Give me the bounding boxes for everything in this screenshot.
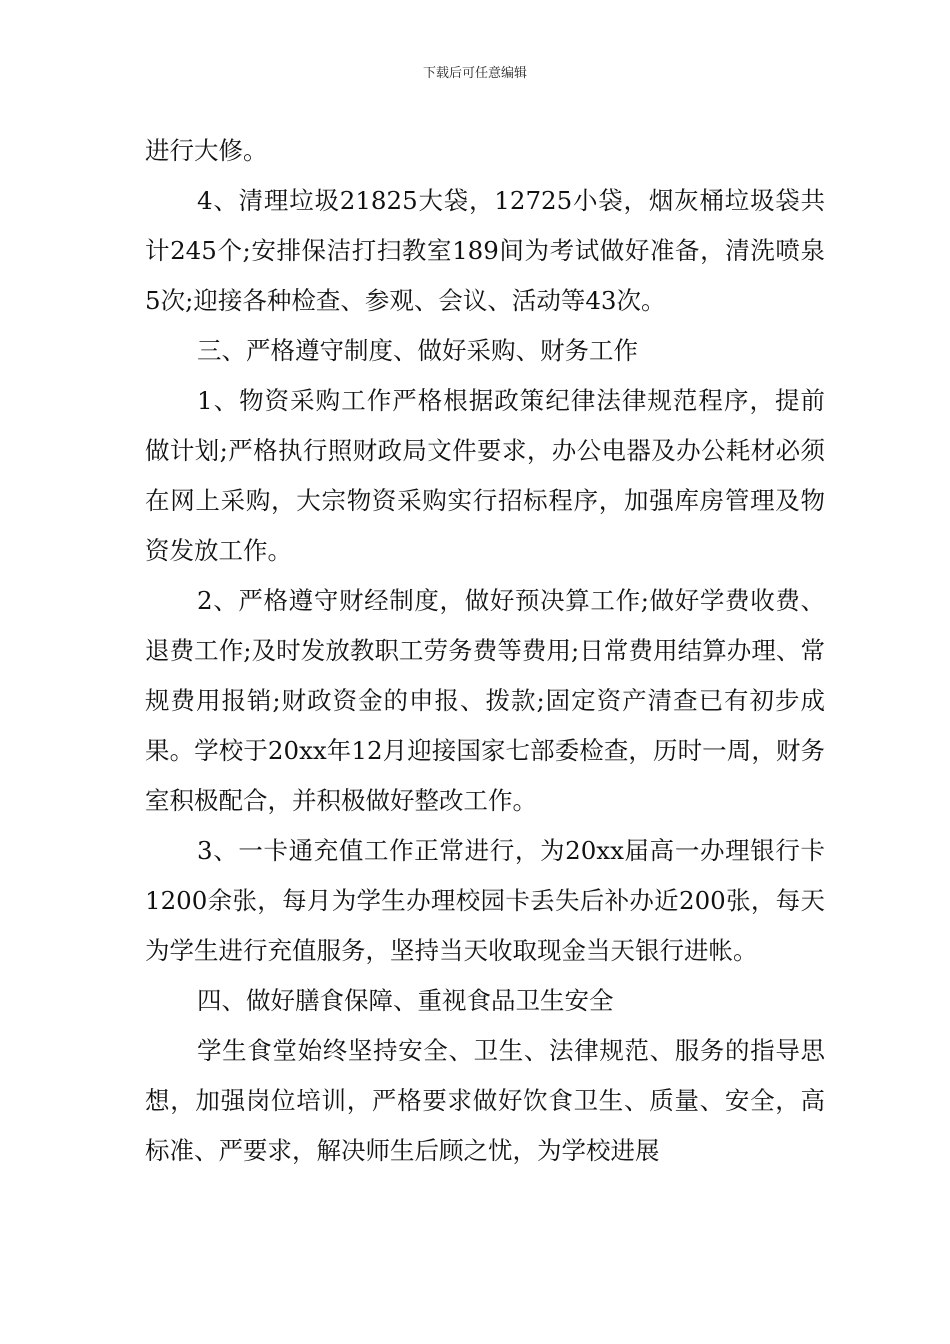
section-heading-4: 四、做好膳食保障、重视食品卫生安全 bbox=[197, 986, 614, 1015]
page-header: 下载后可任意编辑 bbox=[422, 66, 527, 81]
paragraph-item-1: 1、物资采购工作严格根据政策纪律法律规范程序，提前做计划;严格执行照财政局文件要求，办公电器及办公耗材必须在网上采购，大宗物资采购实行招标程序，加强库房管理及物资发放工作。 bbox=[145, 386, 825, 565]
paragraph-item-2: 2、严格遵守财经制度，做好预决算工作;做好学费收费、退费工作;及时发放教职工劳务费等费用;日常费用结算办理、常规费用报销;财政资金的申报、拨款;固定资产清查已有初步成果。学校于20xx年12月迎接国家七部委检查，历时一周，财务室积极配合，并积极做好整改工作。 bbox=[145, 586, 825, 815]
document-body bbox=[145, 126, 825, 1176]
paragraph-continuation: 进行大修。 bbox=[145, 136, 268, 165]
paragraph-item-4: 4、清理垃圾21825大袋，12725小袋，烟灰桶垃圾袋共计245个;安排保洁打扫教室189间为考试做好准备，清洗喷泉5次;迎接各种检查、参观、会议、活动等43次。 bbox=[145, 186, 825, 315]
paragraph-item-3: 3、一卡通充值工作正常进行，为20xx届高一办理银行卡1200余张，每月为学生办理校园卡丢失后补办近200张，每天为学生进行充值服务，坚持当天收取现金当天银行进帐。 bbox=[145, 836, 825, 965]
paragraph-canteen: 学生食堂始终坚持安全、卫生、法律规范、服务的指导思想，加强岗位培训，严格要求做好饮食卫生、质量、安全，高标准、严要求，解决师生后顾之忧，为学校进展 bbox=[145, 1036, 825, 1165]
section-heading-3: 三、严格遵守制度、做好采购、财务工作 bbox=[197, 336, 638, 365]
